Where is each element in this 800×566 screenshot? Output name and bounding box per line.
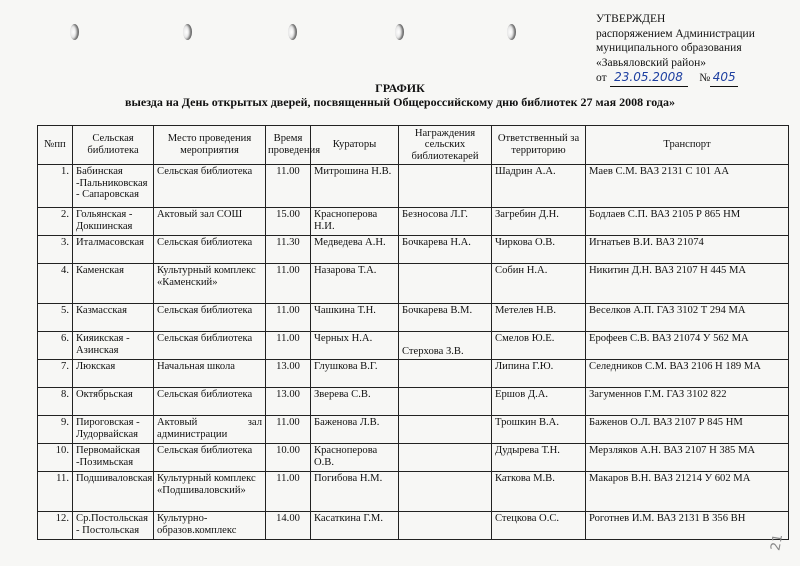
transport-cell: Селедников С.М. ВАЗ 2106 Н 189 МА <box>586 360 789 388</box>
approval-line: муниципального образования <box>596 42 742 54</box>
time-cell: 11.00 <box>266 416 311 444</box>
punch-hole <box>70 24 79 40</box>
transport-cell: Макаров В.Н. ВАЗ 21214 У 602 МА <box>586 472 789 512</box>
table-header-row <box>38 126 789 165</box>
header-cell: Сельская библиотека <box>73 126 154 165</box>
table-row <box>38 388 789 416</box>
place-cell: Начальная школа <box>154 360 266 388</box>
row-number: 9. <box>38 416 73 444</box>
table-row <box>38 512 789 540</box>
time-cell: 10.00 <box>266 444 311 472</box>
approval-line: «Завьяловский район» <box>596 56 706 69</box>
table-row <box>38 332 789 360</box>
table-row <box>38 236 789 264</box>
award-cell: Безносова Л.Г. <box>399 208 492 236</box>
award-cell <box>399 264 492 304</box>
award-cell <box>399 472 492 512</box>
table-row <box>38 360 789 388</box>
responsible-cell: Метелев Н.В. <box>492 304 586 332</box>
library-cell: Кияикская - Азинская <box>73 332 154 360</box>
document-title-block <box>0 81 800 109</box>
award-cell <box>399 444 492 472</box>
library-cell: Италмасовская <box>73 236 154 264</box>
row-number: 11. <box>38 472 73 512</box>
approval-from-label: от <box>596 72 607 84</box>
responsible-cell: Чиркова О.В. <box>492 236 586 264</box>
library-cell: Каменская <box>73 264 154 304</box>
time-cell: 11.00 <box>266 332 311 360</box>
library-cell: Казмасская <box>73 304 154 332</box>
library-cell: Бабинская -Пальниковская - Сапаровская <box>73 165 154 208</box>
transport-cell: Загуменнов Г.М. ГАЗ 3102 822 <box>586 388 789 416</box>
approval-line: распоряжением Администрации <box>596 27 755 40</box>
header-cell: Награждения сельских библиотекарей <box>399 126 492 165</box>
transport-cell: Веселков А.П. ГАЗ 3102 Т 294 МА <box>586 304 789 332</box>
time-cell: 11.30 <box>266 236 311 264</box>
transport-cell: Никитин Д.Н. ВАЗ 2107 Н 445 МА <box>586 264 789 304</box>
responsible-cell: Трошкин В.А. <box>492 416 586 444</box>
award-cell <box>399 512 492 540</box>
responsible-cell: Стецкова О.С. <box>492 512 586 540</box>
award-cell: Бочкарева Н.А. <box>399 236 492 264</box>
punch-hole <box>395 24 404 40</box>
curator-cell: Черных Н.А. <box>311 332 399 360</box>
transport-cell: Маев С.М. ВАЗ 2131 С 101 АА <box>586 165 789 208</box>
place-cell: Актовый зал СОШ <box>154 208 266 236</box>
place-cell: Сельская библиотека <box>154 304 266 332</box>
approval-line: УТВЕРЖДЕН <box>596 13 666 25</box>
time-cell: 13.00 <box>266 360 311 388</box>
time-cell: 11.00 <box>266 264 311 304</box>
award-cell: Стерхова З.В. <box>399 332 492 360</box>
punch-hole <box>288 24 297 40</box>
responsible-cell: Загребин Д.Н. <box>492 208 586 236</box>
award-cell <box>399 360 492 388</box>
award-cell <box>399 416 492 444</box>
row-number: 8. <box>38 388 73 416</box>
curator-cell: Зверева С.В. <box>311 388 399 416</box>
library-cell: Первомайская -Позимьская <box>73 444 154 472</box>
curator-cell: Красноперова Н.И. <box>311 208 399 236</box>
responsible-cell: Смелов Ю.Е. <box>492 332 586 360</box>
library-cell: Гольянская - Докшинская <box>73 208 154 236</box>
place-cell: Сельская библиотека <box>154 388 266 416</box>
place-cell: Культурно-образов.комплекс <box>154 512 266 540</box>
approval-block <box>596 12 796 87</box>
responsible-cell: Шадрин А.А. <box>492 165 586 208</box>
row-number: 3. <box>38 236 73 264</box>
page-number-mark: 21 <box>768 533 787 552</box>
transport-cell: Бодлаев С.П. ВАЗ 2105 Р 865 НМ <box>586 208 789 236</box>
responsible-cell: Ершов Д.А. <box>492 388 586 416</box>
responsible-cell: Дудырева Т.Н. <box>492 444 586 472</box>
row-number: 4. <box>38 264 73 304</box>
responsible-cell: Собин Н.А. <box>492 264 586 304</box>
place-cell: Сельская библиотека <box>154 332 266 360</box>
header-cell: Место проведения мероприятия <box>154 126 266 165</box>
header-cell: Время проведения <box>266 126 311 165</box>
transport-cell: Роготнев И.М. ВАЗ 2131 В 356 ВН <box>586 512 789 540</box>
library-cell: Ср.Постольская - Постольская <box>73 512 154 540</box>
library-cell: Октябрьская <box>73 388 154 416</box>
transport-cell: Мерзляков А.Н. ВАЗ 2107 Н 385 МА <box>586 444 789 472</box>
place-cell: Культурный комплекс «Каменский» <box>154 264 266 304</box>
time-cell: 14.00 <box>266 512 311 540</box>
curator-cell: Митрошина Н.В. <box>311 165 399 208</box>
row-number: 6. <box>38 332 73 360</box>
time-cell: 11.00 <box>266 165 311 208</box>
curator-cell: Медведева А.Н. <box>311 236 399 264</box>
transport-cell: Игнатьев В.И. ВАЗ 21074 <box>586 236 789 264</box>
transport-cell: Ерофеев С.В. ВАЗ 21074 У 562 МА <box>586 332 789 360</box>
curator-cell: Касаткина Г.М. <box>311 512 399 540</box>
curator-cell: Назарова Т.А. <box>311 264 399 304</box>
row-number: 1. <box>38 165 73 208</box>
time-cell: 13.00 <box>266 388 311 416</box>
document-subtitle: выезда на День открытых дверей, посвященный Общероссийскому дню библиотек 27 мая 2008 года» <box>125 95 675 109</box>
library-cell: Подшиваловская <box>73 472 154 512</box>
award-cell: Бочкарева В.М. <box>399 304 492 332</box>
place-cell: Сельская библиотека <box>154 236 266 264</box>
header-cell: Кураторы <box>311 126 399 165</box>
approval-number-label: № <box>699 72 711 84</box>
table-row <box>38 416 789 444</box>
row-number: 12. <box>38 512 73 540</box>
header-cell: №пп <box>38 126 73 165</box>
header-cell: Ответственный за территорию <box>492 126 586 165</box>
curator-cell: Баженова Л.В. <box>311 416 399 444</box>
time-cell: 11.00 <box>266 304 311 332</box>
header-cell: Транспорт <box>586 126 789 165</box>
approval-date: 23.05.2008 <box>614 70 683 84</box>
place-cell: Актовый зал администрации <box>154 416 266 444</box>
time-cell: 15.00 <box>266 208 311 236</box>
award-cell <box>399 388 492 416</box>
row-number: 10. <box>38 444 73 472</box>
curator-cell: Погибова Н.М. <box>311 472 399 512</box>
place-cell: Сельская библиотека <box>154 444 266 472</box>
table-row <box>38 444 789 472</box>
punch-hole <box>507 24 516 40</box>
responsible-cell: Каткова М.В. <box>492 472 586 512</box>
curator-cell: Красноперова О.В. <box>311 444 399 472</box>
schedule-table <box>37 125 789 540</box>
place-cell: Культурный комплекс «Подшиваловский» <box>154 472 266 512</box>
table-row <box>38 208 789 236</box>
row-number: 2. <box>38 208 73 236</box>
time-cell: 11.00 <box>266 472 311 512</box>
curator-cell: Глушкова В.Г. <box>311 360 399 388</box>
row-number: 7. <box>38 360 73 388</box>
approval-number: 405 <box>712 70 736 84</box>
row-number: 5. <box>38 304 73 332</box>
library-cell: Пироговская - Лудорвайская <box>73 416 154 444</box>
place-cell: Сельская библиотека <box>154 165 266 208</box>
table-row <box>38 264 789 304</box>
curator-cell: Чашкина Т.Н. <box>311 304 399 332</box>
transport-cell: Баженов О.Л. ВАЗ 2107 Р 845 НМ <box>586 416 789 444</box>
table-row <box>38 165 789 208</box>
document-title: ГРАФИК <box>375 81 425 95</box>
table-row <box>38 472 789 512</box>
library-cell: Люкская <box>73 360 154 388</box>
responsible-cell: Липина Г.Ю. <box>492 360 586 388</box>
table-row <box>38 304 789 332</box>
award-cell <box>399 165 492 208</box>
punch-hole <box>183 24 192 40</box>
